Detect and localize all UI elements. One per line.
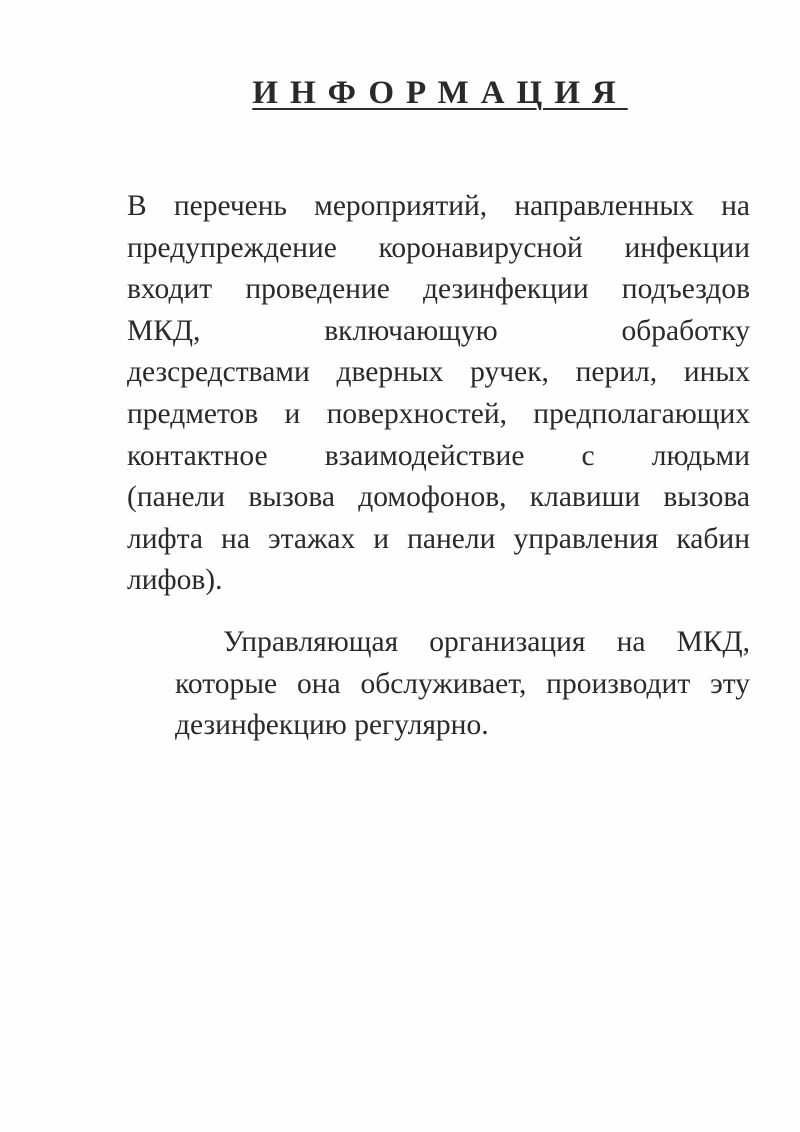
paragraph-1-line: МКД, включающую обработку	[127, 314, 750, 347]
paragraph-1-line: В перечень мероприятий, направленных на	[127, 190, 750, 222]
paragraph-1-line: дезсредствами дверных ручек, перил, иных	[127, 356, 750, 389]
paragraph-2-line: дезинфекцию регулярно.	[175, 709, 489, 742]
document-title-text: ИНФОРМАЦИЯ	[252, 75, 628, 111]
paragraph-2-line: Управляющая организация на МКД,	[223, 626, 750, 658]
paragraph-1	[127, 186, 750, 602]
paragraph-1-line: предупреждение коронавирусной инфекции	[127, 231, 750, 264]
paragraph-1-line: (панели вызова домофонов, клавиши вызова	[127, 481, 750, 514]
paragraph-2-line: которые она обслуживает, производит эту	[175, 667, 750, 700]
paragraph-1-line: предметов и поверхностей, предполагающих	[127, 397, 750, 430]
paragraph-1-line: входит проведение дезинфекции подъездов	[127, 273, 750, 306]
paragraph-1-line: лифта на этажах и панели управления кабин	[127, 522, 750, 555]
document-title	[0, 74, 800, 112]
paragraph-1-line: лифов).	[127, 564, 223, 597]
paragraph-1-line: контактное взаимодействие с людьми	[127, 439, 750, 472]
paragraph-2	[127, 622, 750, 747]
